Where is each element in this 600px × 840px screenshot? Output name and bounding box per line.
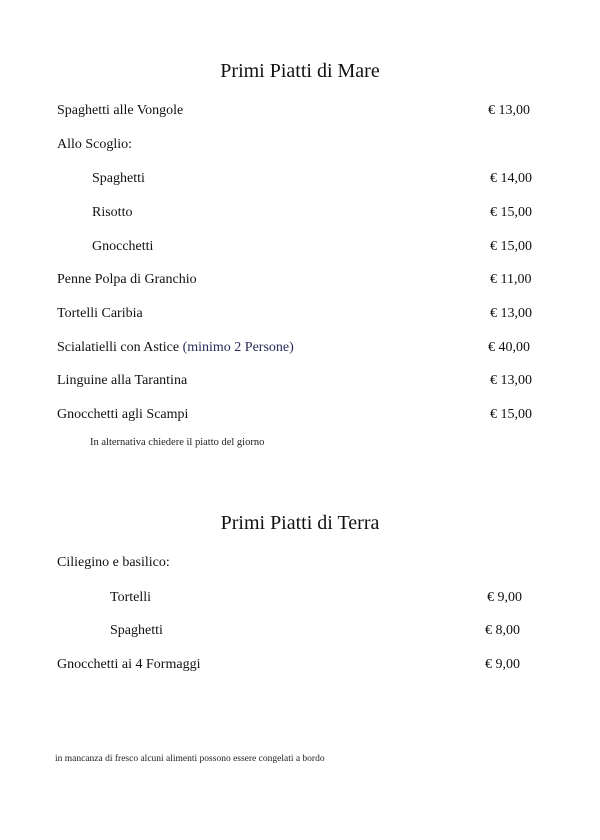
item-price: € 9,00 <box>485 657 520 672</box>
item-name: Gnocchetti ai 4 Formaggi <box>57 657 201 672</box>
group-name: Allo Scoglio: <box>57 137 133 152</box>
menu-subitem <box>0 620 600 642</box>
menu-item <box>0 337 600 359</box>
menu-subitem <box>0 587 600 609</box>
item-price: € 13,00 <box>488 103 530 118</box>
item-name: Gnocchetti agli Scampi <box>57 407 189 422</box>
item-name: Linguine alla Tarantina <box>57 373 188 388</box>
menu-item <box>0 303 600 325</box>
menu-item-group <box>0 552 600 574</box>
menu-subitem <box>0 168 600 190</box>
item-price: € 13,00 <box>490 373 532 388</box>
menu-item <box>0 269 600 291</box>
alternative-note: In alternativa chiedere il piatto del giorno <box>90 437 265 448</box>
item-price: € 8,00 <box>485 623 520 638</box>
group-name: Ciliegino e basilico: <box>57 555 170 570</box>
item-name: Spaghetti alle Vongole <box>57 103 184 118</box>
item-price: € 9,00 <box>487 590 522 605</box>
item-name: Risotto <box>92 205 133 220</box>
menu-item <box>0 654 600 676</box>
item-price: € 13,00 <box>490 306 532 321</box>
menu-item-group <box>0 134 600 156</box>
section-title-mare: Primi Piatti di Mare <box>220 60 380 82</box>
footer-note: in mancanza di fresco alcuni alimenti possono essere congelati a bordo <box>55 754 325 764</box>
menu-item <box>0 370 600 392</box>
item-name: Gnocchetti <box>92 239 154 254</box>
menu-subitem <box>0 236 600 258</box>
item-name: Scialatielli con Astice <box>57 340 180 355</box>
item-price: € 11,00 <box>490 272 532 287</box>
menu-subitem <box>0 202 600 224</box>
item-price: € 40,00 <box>488 340 530 355</box>
section-title-terra: Primi Piatti di Terra <box>220 512 380 534</box>
menu-item <box>0 100 600 122</box>
item-price: € 15,00 <box>490 205 532 220</box>
item-name-with-note <box>57 337 294 359</box>
item-name: Tortelli Caribia <box>57 306 143 321</box>
item-name: Spaghetti <box>92 171 145 186</box>
menu-item <box>0 404 600 426</box>
item-name: Penne Polpa di Granchio <box>57 272 197 287</box>
item-price: € 15,00 <box>490 239 532 254</box>
item-price: € 15,00 <box>490 407 532 422</box>
item-name: Tortelli <box>110 590 152 605</box>
item-price: € 14,00 <box>490 171 532 186</box>
item-name: Spaghetti <box>110 623 163 638</box>
item-note: (minimo 2 Persone) <box>182 340 294 355</box>
